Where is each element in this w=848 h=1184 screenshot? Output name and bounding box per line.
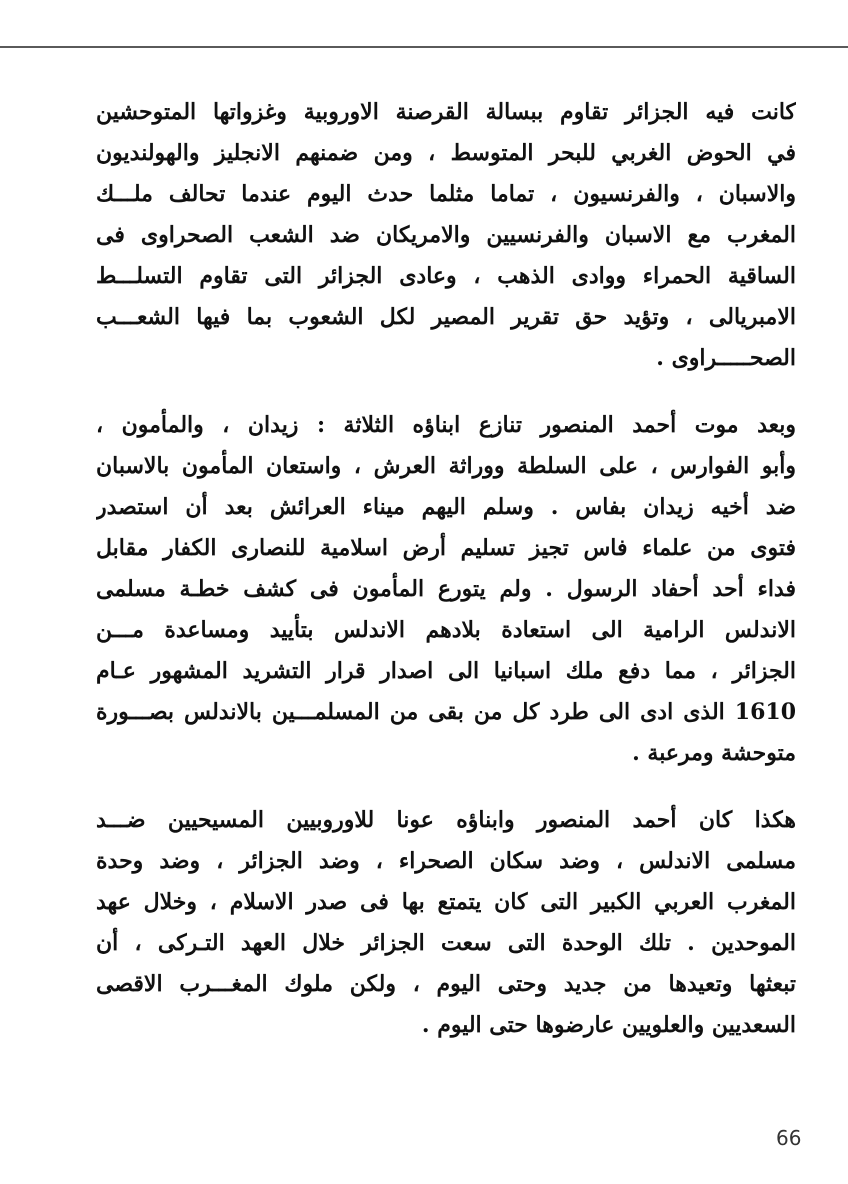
paragraph-gap	[96, 774, 796, 800]
paragraph-2	[96, 405, 796, 774]
text-line: الامبريالى ، وتؤيد حق تقرير المصير لكل الشعوب بما فيها الشعـــب	[96, 304, 796, 330]
text-line: فداء أحد أحفاد الرسول . ولم يتورع المأمون فى كشف خطـة مسلمى	[96, 576, 796, 602]
text-line: الصحـــــراوى .	[656, 345, 796, 371]
paragraph-1	[96, 92, 796, 379]
text-line: متوحشة ومرعبة .	[632, 740, 796, 766]
text-line: والاسبان ، والفرنسيون ، تماما مثلما حدث اليوم عندما تحالف ملـــك	[96, 181, 796, 207]
text-line: فتوى من علماء فاس تجيز تسليم أرض اسلامية للنصارى الكفار مقابل	[96, 535, 796, 561]
text-line: كانت فيه الجزائر تقاوم ببسالة القرصنة الاوروبية وغزواتها المتوحشين	[96, 99, 796, 125]
page-body	[96, 92, 796, 1046]
text-line: الموحدين . تلك الوحدة التى سعت الجزائر خلال العهد التـركى ، أن	[96, 930, 796, 956]
text-line: هكذا كان أحمد المنصور وابناؤه عونا للاوروبيين المسيحيين ضـــد	[96, 807, 796, 833]
text-line: الاندلس الرامية الى استعادة بلادهم الاندلس بتأييد ومساعدة مـــن	[96, 617, 796, 643]
page-number: 66	[776, 1126, 802, 1150]
paragraph-3	[96, 800, 796, 1046]
text-line: المغرب العربي الكبير التى كان يتمتع بها فى صدر الاسلام ، وخلال عهد	[96, 889, 796, 915]
text-line: السعديين والعلويين عارضوها حتى اليوم .	[421, 1012, 796, 1038]
top-rule	[0, 46, 848, 48]
text-line: وبعد موت أحمد المنصور تنازع ابناؤه الثلاثة : زيدان ، والمأمون ،	[96, 412, 796, 438]
text-line: في الحوض الغربي للبحر المتوسط ، ومن ضمنهم الانجليز والهولنديون	[96, 140, 796, 166]
text-line: الساقية الحمراء ووادى الذهب ، وعادى الجزائر التى تقاوم التسلـــط	[96, 263, 796, 289]
text-line: مسلمى الاندلس ، وضد سكان الصحراء ، وضد الجزائر ، وضد وحدة	[96, 848, 796, 874]
paragraph-gap	[96, 379, 796, 405]
text-line: تبعثها وتعيدها من جديد وحتى اليوم ، ولكن ملوك المغـــرب الاقصى	[96, 971, 796, 997]
text-line: الجزائر ، مما دفع ملك اسبانيا الى اصدار قرار التشريد المشهور عـام	[96, 658, 796, 684]
text-line: 1610 الذى ادى الى طرد كل من بقى من المسلمـــين بالاندلس بصـــورة	[96, 699, 796, 725]
text-line: وأبو الفوارس ، على السلطة ووراثة العرش ، واستعان المأمون بالاسبان	[96, 453, 796, 479]
text-line: المغرب مع الاسبان والفرنسيين والامريكان ضد الشعب الصحراوى فى	[96, 222, 796, 248]
text-line: ضد أخيه زيدان بفاس . وسلم اليهم ميناء العرائش بعد أن استصدر	[96, 494, 796, 520]
